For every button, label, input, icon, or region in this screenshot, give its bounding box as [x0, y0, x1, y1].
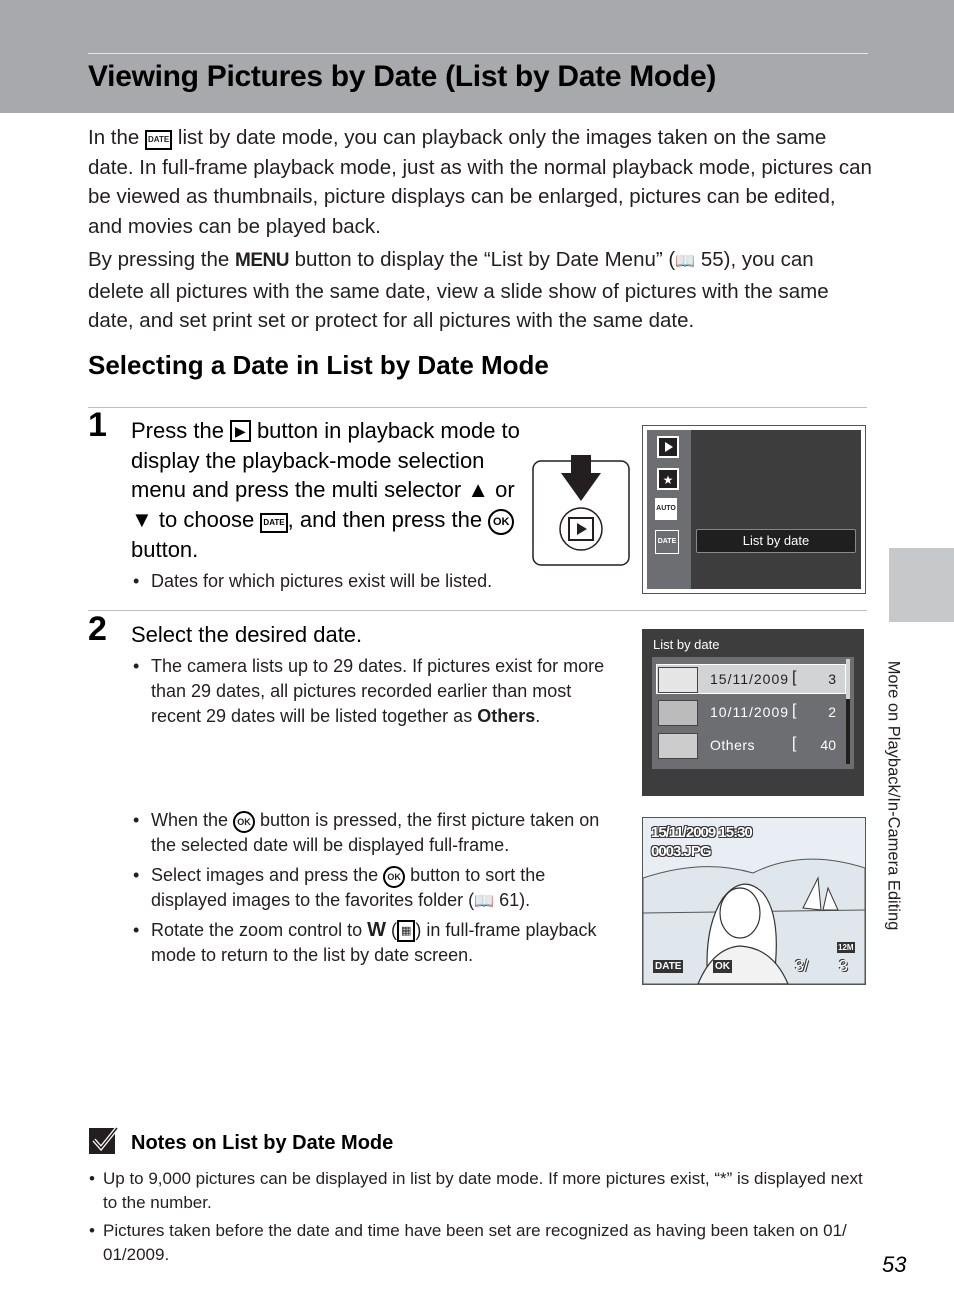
up-arrow-icon: ▲	[467, 477, 490, 503]
zoom-wide-label: W	[367, 919, 387, 941]
list-row-bracket: [	[792, 735, 797, 752]
page-title: Viewing Pictures by Date (List by Date Mode)	[88, 60, 717, 93]
step-1-text: Press the ▶ button in playback mode to display the playback-mode selection menu and press the multi selector ▲ or ▼ to choose DATE , and then press the OK button.	[131, 418, 520, 562]
section-title: Selecting a Date in List by Date Mode	[88, 350, 549, 380]
menu-button-icon: MENU	[235, 250, 289, 271]
menu-screen	[642, 425, 866, 594]
photo-screen	[642, 817, 866, 985]
intro-paragraph-2: By pressing the MENU button to display the “List by Date Menu” (📖 55), you can delete all pictures with the same date, view a slide show of pictures with the same date, and set print set or protect for all pictures with the same date.	[88, 248, 829, 332]
ok-button-icon: OK	[383, 866, 405, 888]
thumbnail-row-1	[658, 667, 698, 693]
favorites-icon	[655, 466, 681, 492]
ok-button-icon: OK	[488, 509, 514, 535]
list-row-date: Others	[710, 737, 756, 753]
down-arrow-icon: ▼	[131, 506, 153, 532]
date-mode-icon: DATE	[655, 530, 679, 554]
list-row-bracket: [	[792, 702, 797, 719]
photo-datetime: 15/11/2009 15:30	[651, 824, 752, 841]
list-row-date: 15/11/2009	[710, 671, 790, 687]
divider-middle	[88, 610, 867, 611]
photo-counter-current: 3/	[795, 958, 809, 975]
step-2-title: Select the desired date.	[131, 622, 363, 647]
playback-icon: ▶	[230, 420, 251, 442]
thumbnail-row-3	[658, 733, 698, 759]
photo-counter-total: 3	[839, 958, 848, 975]
book-reference-icon: 📖	[675, 253, 696, 270]
notes-title: Notes on List by Date Mode	[131, 1132, 394, 1154]
list-row-date: 10/11/2009	[710, 704, 790, 720]
auto-sort-icon: AUTO	[655, 498, 677, 520]
header-rule	[88, 53, 868, 54]
step-2-bullet-4: • Rotate the zoom control to W ( ▦ ) in full-frame playback mode to return to the list by date screen.	[133, 919, 597, 965]
thumbnail-row-2	[658, 700, 698, 726]
list-row-count: 40	[820, 737, 836, 753]
playback-button-illustration	[531, 455, 631, 567]
playback-icon	[655, 434, 681, 460]
list-screen-header: List by date	[653, 637, 720, 652]
header-band	[0, 0, 954, 113]
step-1-bullet: • Dates for which pictures exist will be listed.	[133, 571, 493, 591]
divider-top	[88, 407, 867, 408]
svg-text:★: ★	[662, 473, 674, 487]
step-2-bullet-3: • Select images and press the OK button to sort the displayed images to the favorites folder (📖 61).	[151, 863, 621, 914]
note-item: • Up to 9,000 pictures can be displayed in list by date mode. If more pictures exist, “*” is displayed next to the number.	[89, 1169, 863, 1212]
list-row-bracket: [	[792, 669, 797, 686]
step-1-number: 1	[88, 406, 107, 444]
page-number: 53	[882, 1252, 907, 1277]
ok-button-icon: OK	[233, 811, 255, 833]
menu-selected-label: List by date	[696, 529, 856, 553]
date-mode-icon: DATE	[260, 513, 287, 533]
photo-filename: 0003.JPG	[651, 843, 711, 860]
chapter-side-label: More on Playback/In-Camera Editing	[884, 660, 903, 931]
note-item: • Pictures taken before the date and time have been set are recognized as having been taken on 01/ 01/2009.	[89, 1221, 847, 1264]
intro-paragraph-1: In the DATE list by date mode, you can playback only the images taken on the same date. In full-frame playback mode, just as with the normal playback mode, pictures can be viewed as thumbnails, picture displays can be enlarged, pictures can be edited, and movies can be played back.	[88, 126, 872, 238]
step-2-bullet-2: • When the OK button is pressed, the first picture taken on the selected date will be displayed full-frame.	[133, 810, 600, 855]
step-2-bullet-1: • The camera lists up to 29 dates. If pictures exist for more than 29 dates, all pictures recorded earlier than most recent 29 dates will be listed together as Others.	[133, 656, 605, 726]
list-screen	[642, 629, 864, 796]
date-mode-icon: DATE	[655, 961, 682, 972]
thumbnail-icon: ▦	[397, 920, 415, 942]
list-scrollbar[interactable]	[846, 659, 850, 699]
list-row-count: 2	[828, 704, 836, 720]
image-size-icon: 12M	[838, 943, 854, 952]
book-reference-icon: 📖	[474, 893, 495, 910]
step-2-number: 2	[88, 610, 107, 648]
warning-check-icon	[89, 1126, 119, 1156]
date-mode-icon: DATE	[145, 130, 172, 150]
list-row-count: 3	[828, 671, 836, 687]
ok-button-icon: OK	[715, 961, 730, 972]
